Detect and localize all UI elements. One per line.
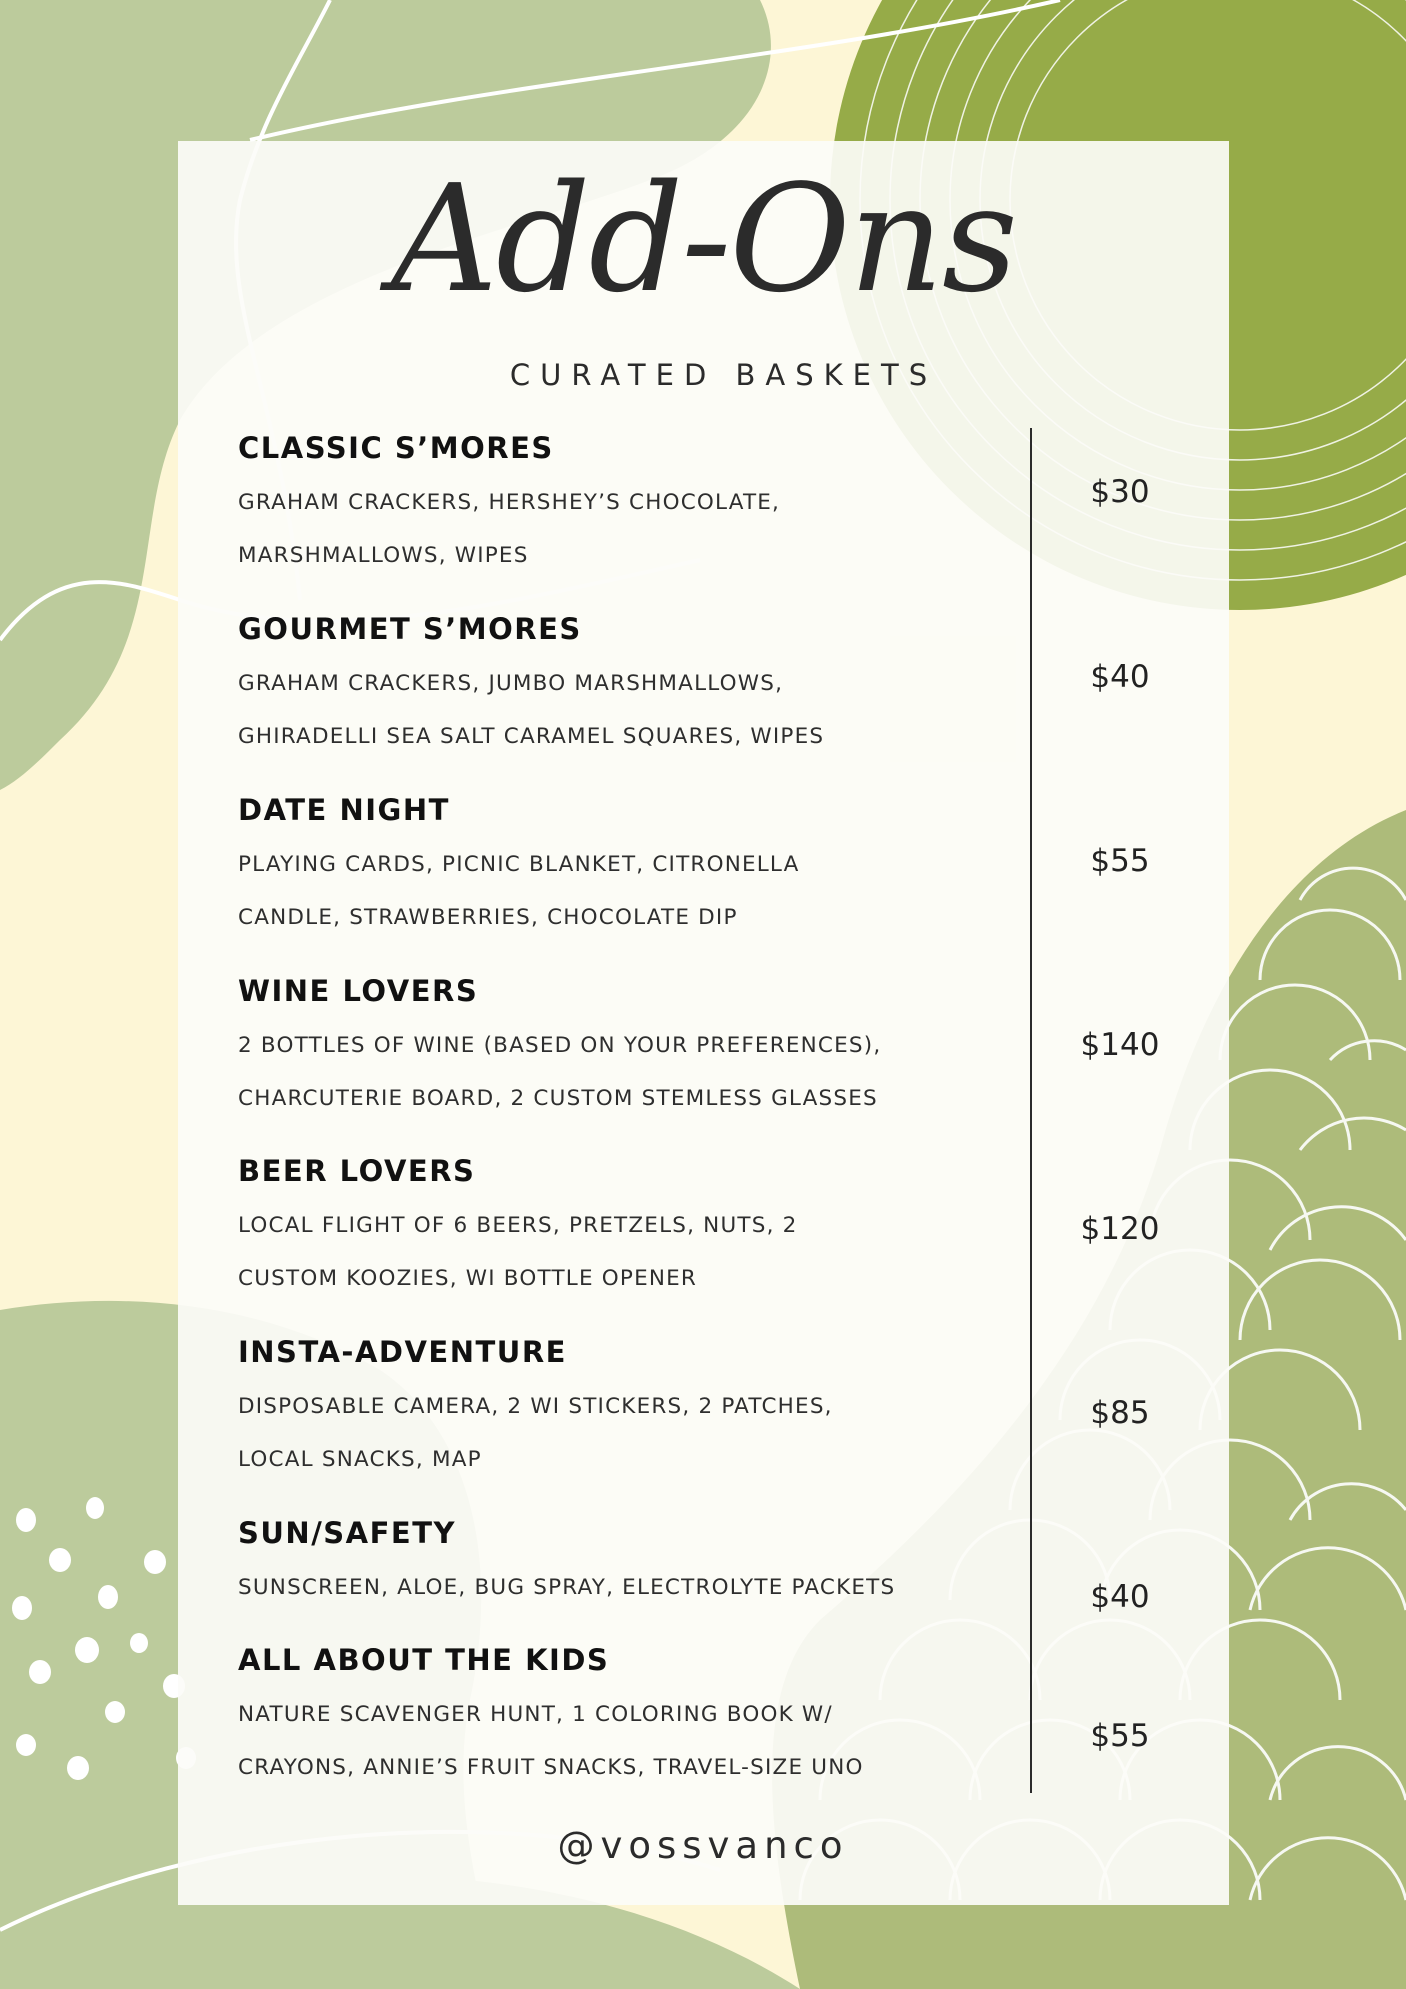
item-price: $55 xyxy=(1090,843,1150,879)
item-description xyxy=(238,1561,958,1614)
page-subtitle: CURATED BASKETS xyxy=(509,358,938,392)
page-title: Add-Ons xyxy=(391,153,1016,325)
item-price: $55 xyxy=(1090,1718,1150,1754)
item-description-line: PLAYING CARDS, PICNIC BLANKET, CITRONELLA xyxy=(238,852,800,877)
item-name: ALL ABOUT THE KIDS xyxy=(238,1643,610,1677)
item-description-line: GRAHAM CRACKERS, HERSHEY’S CHOCOLATE, xyxy=(238,490,781,515)
item-description-line: NATURE SCAVENGER HUNT, 1 COLORING BOOK W/ xyxy=(238,1702,833,1727)
item-name: CLASSIC S’MORES xyxy=(238,431,554,465)
item-description-line: GRAHAM CRACKERS, JUMBO MARSHMALLOWS, xyxy=(238,671,784,696)
item-description-line: CHARCUTERIE BOARD, 2 CUSTOM STEMLESS GLASSES xyxy=(238,1086,878,1111)
item-description-line: 2 BOTTLES OF WINE (BASED ON YOUR PREFERENCES), xyxy=(238,1033,882,1058)
item-name: GOURMET S’MORES xyxy=(238,612,582,646)
item-name: BEER LOVERS xyxy=(238,1154,476,1188)
item-description-line: CUSTOM KOOZIES, WI BOTTLE OPENER xyxy=(238,1266,698,1291)
item-description xyxy=(238,838,958,944)
item-price: $30 xyxy=(1090,474,1150,510)
social-handle: @vossvanco xyxy=(557,1824,849,1867)
menu-item xyxy=(238,1515,958,1614)
item-name: SUN/SAFETY xyxy=(238,1516,457,1550)
item-description xyxy=(238,476,958,582)
menu-item xyxy=(238,792,958,944)
item-price: $40 xyxy=(1090,659,1150,695)
item-description-line: GHIRADELLI SEA SALT CARAMEL SQUARES, WIPES xyxy=(238,724,825,749)
menu-item xyxy=(238,1642,958,1794)
item-description-line: MARSHMALLOWS, WIPES xyxy=(238,543,529,568)
menu-item xyxy=(238,1153,958,1305)
item-price: $120 xyxy=(1080,1211,1160,1247)
item-description-line: DISPOSABLE CAMERA, 2 WI STICKERS, 2 PATCHES, xyxy=(238,1394,833,1419)
item-description xyxy=(238,1019,958,1125)
item-price: $40 xyxy=(1090,1579,1150,1615)
item-name: WINE LOVERS xyxy=(238,974,479,1008)
item-price: $140 xyxy=(1080,1027,1160,1063)
item-description-line: CRAYONS, ANNIE’S FRUIT SNACKS, TRAVEL-SIZE UNO xyxy=(238,1755,864,1780)
item-description-line: LOCAL FLIGHT OF 6 BEERS, PRETZELS, NUTS, 2 xyxy=(238,1213,798,1238)
item-name: INSTA-ADVENTURE xyxy=(238,1335,567,1369)
item-description xyxy=(238,1688,958,1794)
menu-item xyxy=(238,973,958,1125)
menu-item xyxy=(238,611,958,763)
menu-item xyxy=(238,1334,958,1486)
item-description xyxy=(238,657,958,763)
item-description-line: SUNSCREEN, ALOE, BUG SPRAY, ELECTROLYTE PACKETS xyxy=(238,1575,896,1600)
item-description xyxy=(238,1380,958,1486)
price-divider xyxy=(1030,428,1032,1793)
item-description-line: CANDLE, STRAWBERRIES, CHOCOLATE DIP xyxy=(238,905,738,930)
item-description-line: LOCAL SNACKS, MAP xyxy=(238,1447,482,1472)
item-price: $85 xyxy=(1090,1395,1150,1431)
item-description xyxy=(238,1199,958,1305)
item-name: DATE NIGHT xyxy=(238,793,450,827)
menu-item xyxy=(238,430,958,582)
